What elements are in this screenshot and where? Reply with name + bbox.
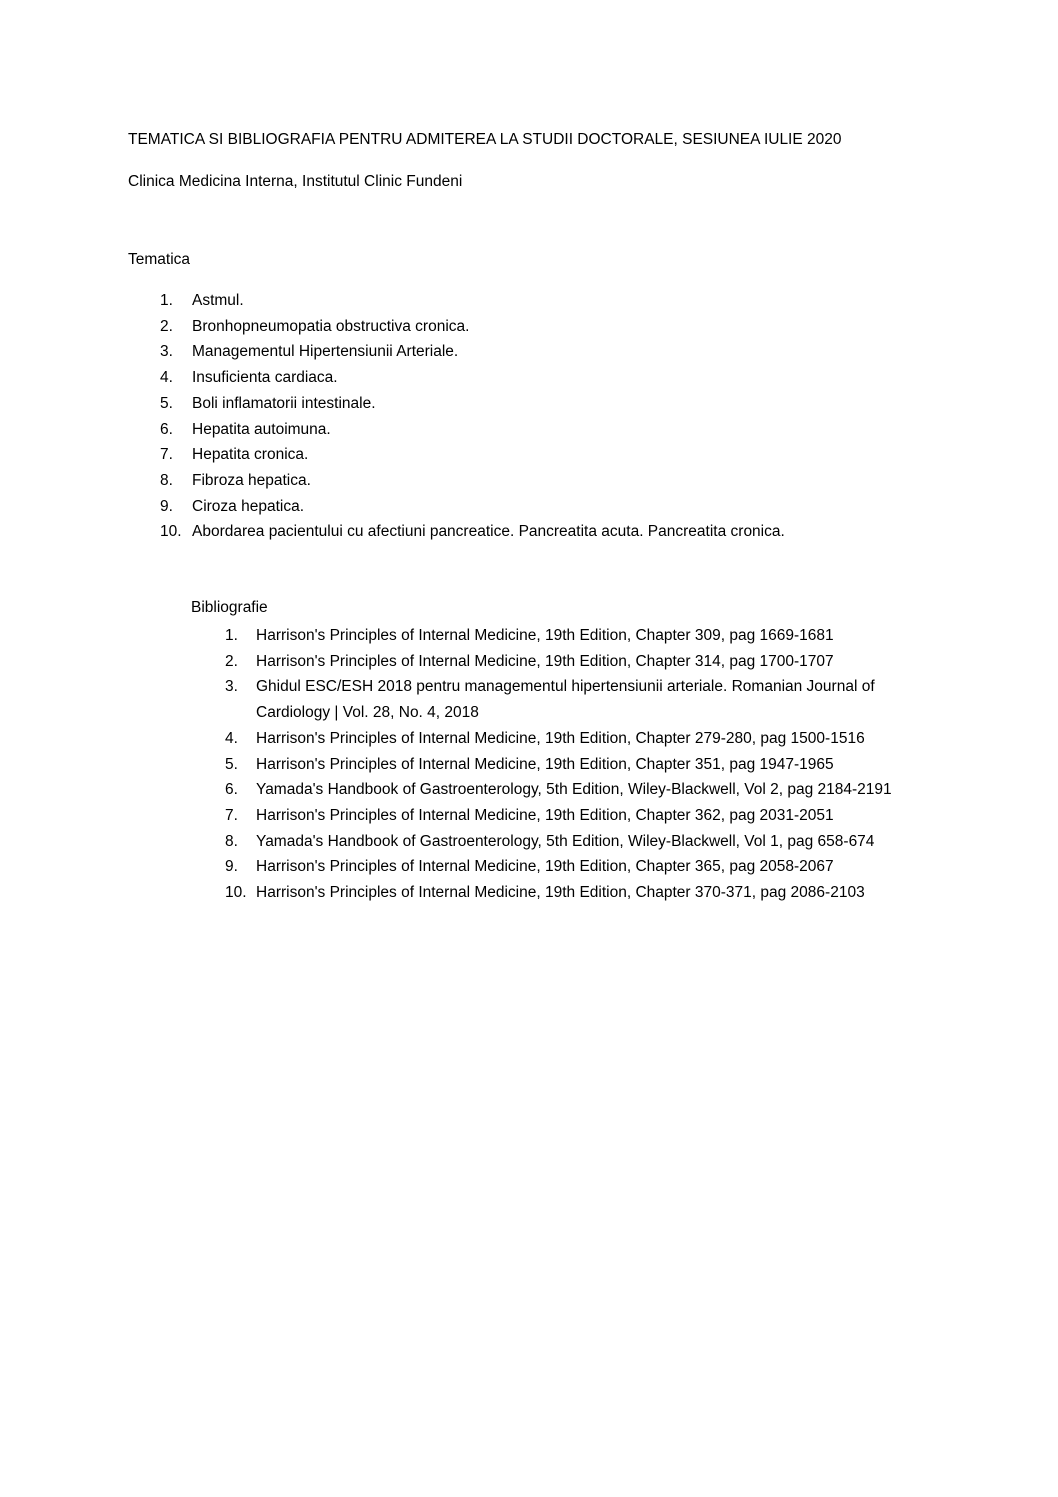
tematica-item xyxy=(160,442,785,468)
list-number: 8. xyxy=(160,471,173,489)
list-number: 5. xyxy=(225,755,238,773)
tematica-item xyxy=(160,288,785,314)
tematica-item xyxy=(160,417,785,443)
list-item-text: Harrison's Principles of Internal Medicine, 19th Edition, Chapter 314, pag 1700-1707 xyxy=(256,652,834,670)
list-item-text: Hepatita cronica. xyxy=(192,446,309,464)
tematica-list xyxy=(160,288,785,545)
tematica-heading: Tematica xyxy=(128,251,191,268)
list-item-text: Harrison's Principles of Internal Medicine, 19th Edition, Chapter 365, pag 2058-2067 xyxy=(256,858,834,876)
bibliografie-item xyxy=(225,829,930,855)
list-item-text: Yamada's Handbook of Gastroenterology, 5th Edition, Wiley-Blackwell, Vol 2, pag 2184-2191 xyxy=(256,781,892,799)
list-number: 10. xyxy=(160,523,182,541)
list-number: 10. xyxy=(225,884,247,902)
list-number: 1. xyxy=(225,627,238,644)
document-title: TEMATICA SI BIBLIOGRAFIA PENTRU ADMITEREA LA STUDII DOCTORALE, SESIUNEA IULIE 2020 xyxy=(128,131,842,148)
list-number: 4. xyxy=(225,729,238,747)
bibliografie-item xyxy=(225,752,930,778)
list-item-text: Ciroza hepatica. xyxy=(192,497,305,515)
bibliografie-item xyxy=(225,777,930,803)
list-number: 7. xyxy=(160,446,173,464)
bibliografie-item xyxy=(225,854,930,880)
tematica-item xyxy=(160,339,785,365)
tematica-item xyxy=(160,494,785,520)
bibliografie-heading: Bibliografie xyxy=(191,599,268,616)
tematica-item xyxy=(160,519,785,545)
bibliografie-item xyxy=(225,803,930,829)
list-number: 6. xyxy=(160,420,173,438)
list-number: 4. xyxy=(160,369,173,387)
list-item-text: Hepatita autoimuna. xyxy=(192,420,331,438)
list-item-text: Harrison's Principles of Internal Medicine, 19th Edition, Chapter 279-280, pag 1500-1516 xyxy=(256,729,865,747)
list-item-text: Yamada's Handbook of Gastroenterology, 5th Edition, Wiley-Blackwell, Vol 1, pag 658-674 xyxy=(256,832,875,850)
tematica-item xyxy=(160,468,785,494)
list-item-text: Harrison's Principles of Internal Medicine, 19th Edition, Chapter 370-371, pag 2086-2103 xyxy=(256,884,865,902)
list-item-text: Managementul Hipertensiunii Arteriale. xyxy=(192,343,459,361)
list-number: 2. xyxy=(160,317,173,335)
list-item-text: Bronhopneumopatia obstructiva cronica. xyxy=(192,317,470,335)
tematica-item xyxy=(160,365,785,391)
document-subtitle: Clinica Medicina Interna, Institutul Clinic Fundeni xyxy=(128,173,463,190)
list-number: 3. xyxy=(160,343,173,361)
list-item-text: Harrison's Principles of Internal Medicine, 19th Edition, Chapter 351, pag 1947-1965 xyxy=(256,755,834,773)
tematica-item xyxy=(160,391,785,417)
list-item-text: Ghidul ESC/ESH 2018 pentru managementul hipertensiunii arteriale. Romanian Journal of Cardiology | Vol. 28, No. 4, 2018 xyxy=(256,678,875,722)
list-number: 9. xyxy=(160,497,173,515)
list-number: 2. xyxy=(225,652,238,670)
bibliografie-item xyxy=(225,649,930,675)
list-number: 9. xyxy=(225,858,238,876)
tematica-item xyxy=(160,314,785,340)
list-number: 1. xyxy=(160,292,173,309)
list-number: 8. xyxy=(225,832,238,850)
list-item-text: Astmul. xyxy=(192,292,244,309)
bibliografie-list xyxy=(225,623,930,906)
bibliografie-item xyxy=(225,623,930,649)
list-item-text: Boli inflamatorii intestinale. xyxy=(192,394,376,412)
list-number: 3. xyxy=(225,678,238,696)
list-number: 6. xyxy=(225,781,238,799)
list-item-text: Fibroza hepatica. xyxy=(192,471,311,489)
list-item-text: Harrison's Principles of Internal Medicine, 19th Edition, Chapter 309, pag 1669-1681 xyxy=(256,627,834,644)
list-item-text: Insuficienta cardiaca. xyxy=(192,369,338,387)
bibliografie-item xyxy=(225,880,930,906)
list-number: 7. xyxy=(225,806,238,824)
bibliografie-item xyxy=(225,726,930,752)
list-item-text: Abordarea pacientului cu afectiuni pancreatice. Pancreatita acuta. Pancreatita cronica. xyxy=(192,523,785,541)
list-number: 5. xyxy=(160,394,173,412)
list-item-text: Harrison's Principles of Internal Medicine, 19th Edition, Chapter 362, pag 2031-2051 xyxy=(256,806,834,824)
bibliografie-item xyxy=(225,674,930,725)
